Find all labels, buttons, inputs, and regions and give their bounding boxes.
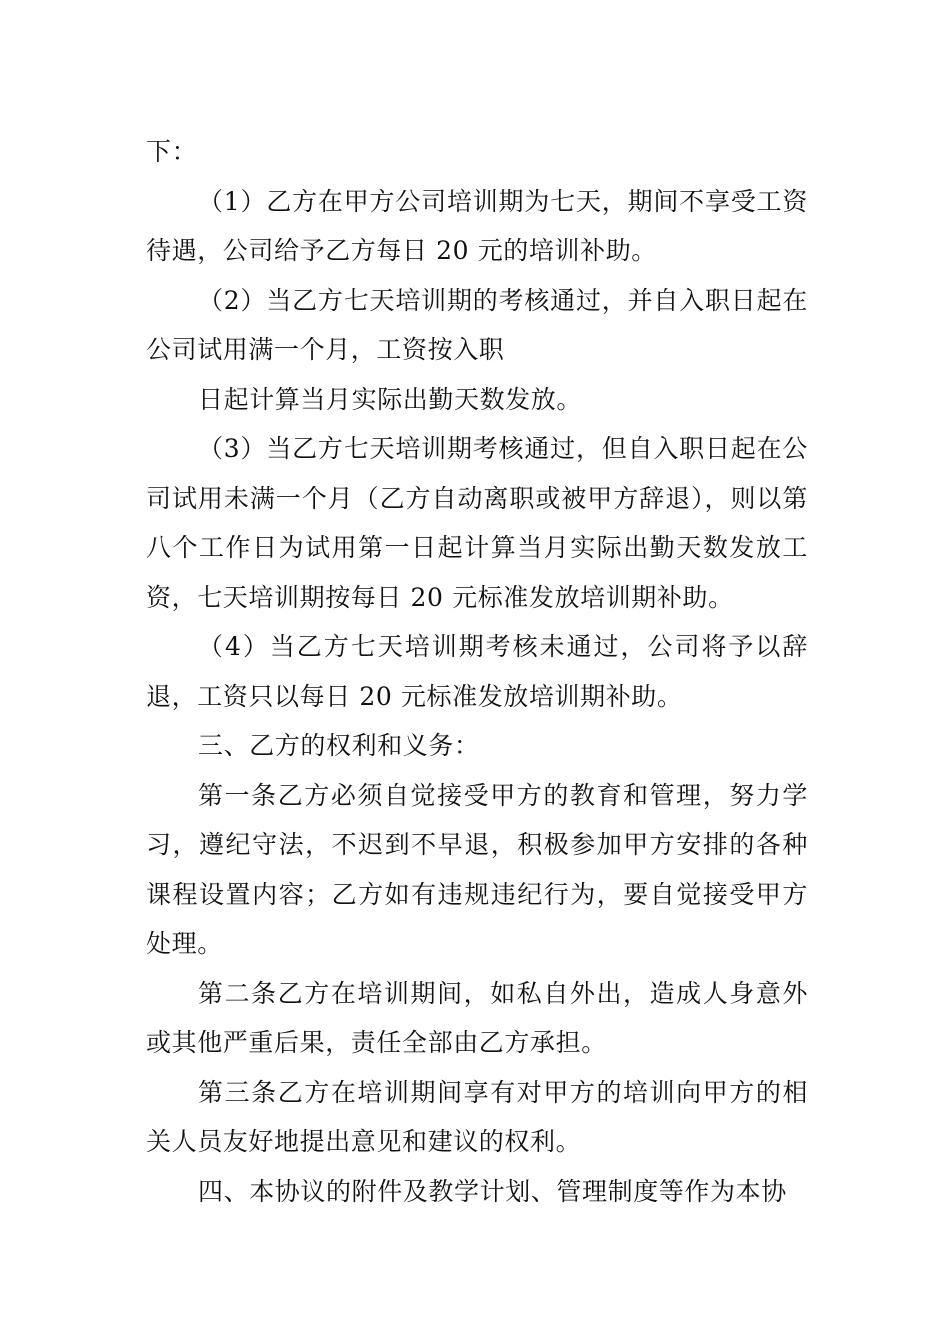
paragraph-item-2: （2）当乙方七天培训期的考核通过，并自入职日起在公司试用满一个月，工资按入职 [146,285,808,364]
paragraph-item-2-continued: 日起计算当月实际出勤天数发放。 [198,384,583,414]
paragraph-item-3: （3）当乙方七天培训期考核通过，但自入职日起在公司试用未满一个月（乙方自动离职或被甲方辞退），则以第八个工作日为试用第一日起计算当月实际出勤天数发放工资，七天培训期按每日 20 元标准发放培训期补助。 [146,434,808,612]
article-1: 第一条乙方必须自觉接受甲方的教育和管理，努力学习，遵纪守法，不迟到不早退，积极参加甲方安排的各种课程设置内容；乙方如有违规违纪行为，要自觉接受甲方处理。 [146,780,808,958]
document-body [146,127,808,1216]
article-2: 第二条乙方在培训期间，如私自外出，造成人身意外或其他严重后果，责任全部由乙方承担。 [146,978,808,1057]
section-heading-4: 四、本协议的附件及教学计划、管理制度等作为本协 [198,1176,787,1206]
paragraph-item-1: （1）乙方在甲方公司培训期为七天，期间不享受工资待遇，公司给予乙方每日 20 元的培训补助。 [146,186,808,265]
paragraph-continuation: 下： [146,137,198,166]
article-3: 第三条乙方在培训期间享有对甲方的培训向甲方的相关人员友好地提出意见和建议的权利。 [146,1077,808,1156]
paragraph-item-4: （4）当乙方七天培训期考核未通过，公司将予以辞退，工资只以每日 20 元标准发放培训期补助。 [146,632,808,711]
section-heading-3: 三、乙方的权利和义务： [198,731,480,760]
